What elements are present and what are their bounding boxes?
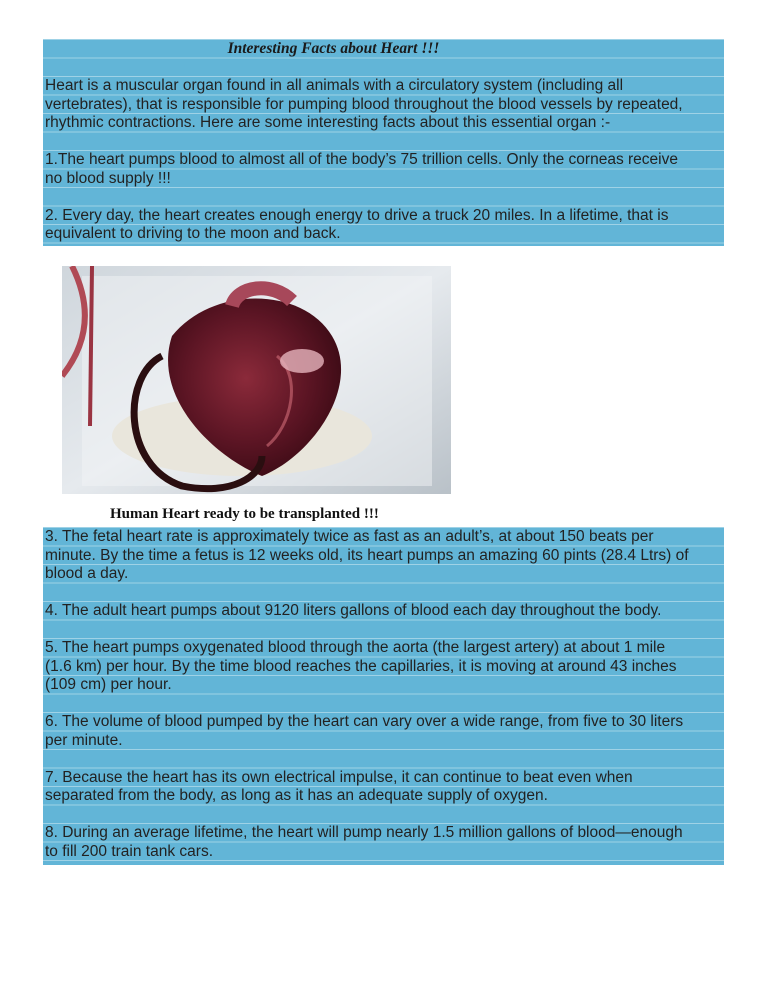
fact-8: 8. During an average lifetime, the heart will pump nearly 1.5 million gallons of blood—enough to fill 200 train tank cars.: [45, 824, 683, 860]
fact-7: 7. Because the heart has its own electrical impulse, it can continue to beat even when separated from the body, as long as it has an adequate supply of oxygen.: [45, 768, 633, 804]
spacer: [43, 188, 724, 207]
intro-paragraph: Heart is a muscular organ found in all animals with a circulatory system (including all vertebrates), that is responsible for pumping blood throughout the blood vessels by repeated, rhythmic contractions. Here are some interesting facts about this essential organ :-: [45, 77, 683, 131]
spacer: [43, 584, 724, 603]
fact-2: 2. Every day, the heart creates enough energy to drive a truck 20 miles. In a lifetime, that is equivalent to driving to the moon and back.: [45, 206, 669, 242]
fact-4: 4. The adult heart pumps about 9120 liters gallons of blood each day throughout the body.: [45, 602, 662, 619]
bottom-section: [43, 527, 724, 865]
fact-1: 1.The heart pumps blood to almost all of the body’s 75 trillion cells. Only the corneas receive no blood supply !!!: [45, 151, 678, 187]
spacer: [43, 621, 724, 640]
fact-5: 5. The heart pumps oxygenated blood through the aorta (the largest artery) at about 1 mile (1.6 km) per hour. By the time blood reaches the capillaries, it is moving at around 43 inches (109 cm) per hour.: [45, 639, 677, 693]
page-title: Interesting Facts about Heart !!!: [227, 40, 440, 57]
fact-6: 6. The volume of blood pumped by the heart can vary over a wide range, from five to 30 liters per minute.: [45, 713, 684, 749]
spacer: [43, 133, 724, 152]
fact-3: 3. The fetal heart rate is approximately twice as fast as an adult’s, at about 150 beats per minute. By the time a fetus is 12 weeks old, its heart pumps an amazing 60 pints (28.4 Ltrs) of blood a day.: [45, 528, 689, 582]
heart-photo: [62, 266, 451, 494]
spacer: [43, 750, 724, 769]
photo-caption: Human Heart ready to be transplanted !!!: [110, 506, 379, 522]
spacer: [43, 806, 724, 825]
top-section: [43, 39, 724, 246]
spacer: [43, 695, 724, 714]
spacer: [43, 59, 724, 78]
